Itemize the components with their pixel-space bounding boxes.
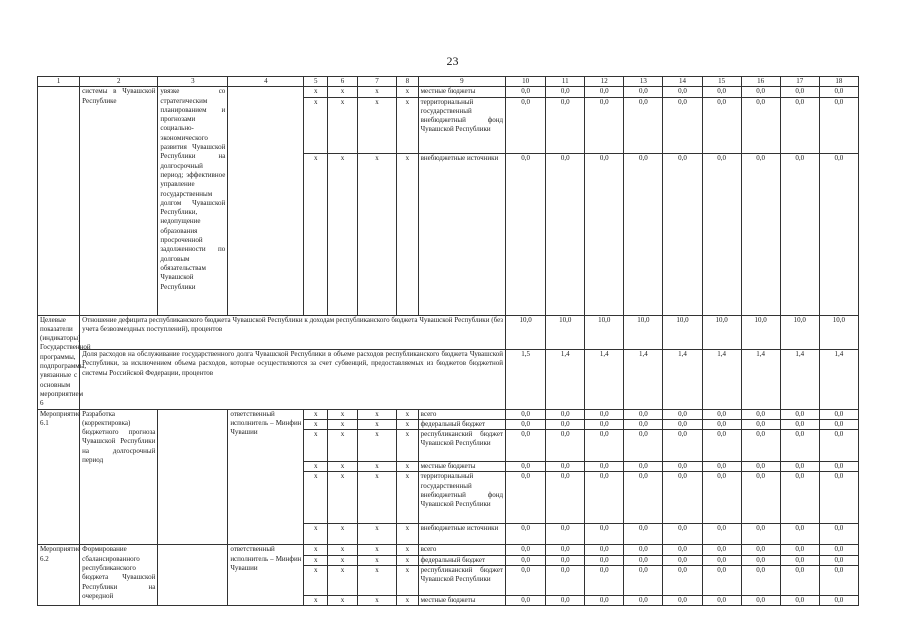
value-cell: 0,0 (741, 596, 780, 606)
x-mark: x (397, 545, 419, 555)
value-cell: 0,0 (546, 419, 585, 429)
target-value: 10,0 (546, 315, 585, 349)
target-value: 1,4 (741, 350, 780, 410)
program-table (37, 76, 859, 606)
value-cell: 0,0 (741, 153, 780, 315)
value-cell: 0,0 (585, 462, 624, 472)
value-cell: 0,0 (546, 566, 585, 596)
value-cell: 0,0 (702, 430, 741, 462)
column-header: 16 (741, 77, 780, 87)
x-mark: x (328, 472, 358, 524)
x-mark: x (328, 545, 358, 555)
measure-6-2-label: Мероприятие 6.2 (38, 545, 80, 606)
value-cell: 0,0 (702, 555, 741, 565)
target-value: 10,0 (702, 315, 741, 349)
measure-6-2-col3 (158, 545, 228, 606)
source-cell: территориальный государственный внебюджетный фонд Чувашской Республики (418, 472, 505, 524)
value-cell: 0,0 (819, 87, 858, 97)
x-mark: x (397, 409, 419, 419)
value-cell: 0,0 (624, 430, 663, 462)
value-cell: 0,0 (663, 87, 702, 97)
target-value: 1,4 (780, 350, 819, 410)
value-cell: 0,0 (780, 153, 819, 315)
x-mark: x (357, 462, 396, 472)
value-cell: 0,0 (780, 472, 819, 524)
value-cell: 0,0 (741, 97, 780, 153)
value-cell: 0,0 (585, 596, 624, 606)
value-cell: 0,0 (506, 555, 546, 565)
column-header: 10 (506, 77, 546, 87)
value-cell: 0,0 (546, 545, 585, 555)
value-cell: 0,0 (702, 462, 741, 472)
source-cell: внебюджетные источники (418, 153, 505, 315)
x-mark: x (304, 419, 328, 429)
value-cell: 0,0 (663, 472, 702, 524)
target-value: 1,4 (819, 350, 858, 410)
value-cell: 0,0 (624, 419, 663, 429)
x-mark: x (357, 545, 396, 555)
value-cell: 0,0 (780, 524, 819, 545)
x-mark: x (397, 153, 419, 315)
value-cell: 0,0 (741, 419, 780, 429)
source-cell: местные бюджеты (418, 462, 505, 472)
value-cell: 0,0 (546, 153, 585, 315)
value-cell: 0,0 (780, 97, 819, 153)
value-cell: 0,0 (819, 545, 858, 555)
value-cell: 0,0 (624, 462, 663, 472)
value-cell: 0,0 (702, 87, 741, 97)
value-cell: 0,0 (780, 419, 819, 429)
target-1-text: Отношение дефицита республиканского бюджета Чувашской Республики к доходам республиканского бюджета Чувашской Республики (без учета безвозмездных поступлений), процентов (80, 315, 506, 349)
column-header: 14 (663, 77, 702, 87)
measure-6-2-name: Формирование сбалансированного республиканского бюджета Чувашской Республики на очередной (80, 545, 158, 606)
value-cell: 0,0 (780, 596, 819, 606)
table-row (38, 545, 859, 555)
value-cell: 0,0 (702, 419, 741, 429)
value-cell: 0,0 (506, 87, 546, 97)
value-cell: 0,0 (702, 545, 741, 555)
cont-col3: увязке со стратегическим планированием и прогнозами социально-экономического развития Чувашской Республики на долгосрочный период; эффективное управление государственным долгом Чувашской Республики, недопущение образования просроченной задолженности по долговым обязательствам Чувашской Республики (158, 87, 228, 315)
cont-col2: системы в Чувашской Республике (80, 87, 158, 315)
value-cell: 0,0 (506, 153, 546, 315)
value-cell: 0,0 (506, 97, 546, 153)
value-cell: 0,0 (546, 462, 585, 472)
page-number: 23 (446, 54, 459, 68)
source-cell: всего (418, 545, 505, 555)
value-cell: 0,0 (663, 97, 702, 153)
value-cell: 0,0 (506, 524, 546, 545)
value-cell: 0,0 (780, 566, 819, 596)
x-mark: x (397, 419, 419, 429)
header-row (38, 77, 859, 87)
column-header: 3 (158, 77, 228, 87)
x-mark: x (357, 430, 396, 462)
targets-label: Целевые показатели (индикаторы) Государственной программы, подпрограммы, увязанные с основным мероприятием 6 (38, 315, 80, 409)
value-cell: 0,0 (663, 419, 702, 429)
x-mark: x (357, 419, 396, 429)
value-cell: 0,0 (585, 472, 624, 524)
x-mark: x (397, 555, 419, 565)
source-cell: внебюджетные источники (418, 524, 505, 545)
value-cell: 0,0 (624, 555, 663, 565)
column-header: 1 (38, 77, 80, 87)
column-header: 2 (80, 77, 158, 87)
x-mark: x (328, 430, 358, 462)
target-value: 10,0 (663, 315, 702, 349)
column-header: 8 (397, 77, 419, 87)
value-cell: 0,0 (663, 555, 702, 565)
x-mark: x (328, 555, 358, 565)
value-cell: 0,0 (702, 97, 741, 153)
value-cell: 0,0 (741, 472, 780, 524)
value-cell: 0,0 (780, 430, 819, 462)
target-value: 10,0 (624, 315, 663, 349)
x-mark: x (328, 524, 358, 545)
value-cell: 0,0 (819, 555, 858, 565)
column-header: 5 (304, 77, 328, 87)
value-cell: 0,0 (506, 596, 546, 606)
x-mark: x (357, 153, 396, 315)
value-cell: 0,0 (663, 566, 702, 596)
x-mark: x (357, 97, 396, 153)
value-cell: 0,0 (741, 545, 780, 555)
measure-6-1-resp: ответственный исполнитель – Минфин Чувашии (228, 409, 304, 545)
x-mark: x (304, 462, 328, 472)
x-mark: x (304, 87, 328, 97)
source-cell: федеральный бюджет (418, 419, 505, 429)
measure-6-2-resp: ответственный исполнитель – Минфин Чувашии (228, 545, 304, 606)
value-cell: 0,0 (624, 97, 663, 153)
value-cell: 0,0 (741, 524, 780, 545)
x-mark: x (328, 87, 358, 97)
x-mark: x (328, 596, 358, 606)
value-cell: 0,0 (546, 409, 585, 419)
x-mark: x (328, 409, 358, 419)
value-cell: 0,0 (546, 87, 585, 97)
value-cell: 0,0 (741, 409, 780, 419)
value-cell: 0,0 (546, 472, 585, 524)
x-mark: x (357, 596, 396, 606)
table-row (38, 315, 859, 349)
value-cell: 0,0 (585, 545, 624, 555)
target-value: 1,5 (506, 350, 546, 410)
value-cell: 0,0 (506, 419, 546, 429)
value-cell: 0,0 (546, 555, 585, 565)
value-cell: 0,0 (585, 419, 624, 429)
column-header: 7 (357, 77, 396, 87)
value-cell: 0,0 (702, 566, 741, 596)
value-cell: 0,0 (741, 430, 780, 462)
table-body (38, 77, 859, 606)
value-cell: 0,0 (624, 472, 663, 524)
source-cell: республиканский бюджет Чувашской Республики (418, 566, 505, 596)
value-cell: 0,0 (624, 524, 663, 545)
value-cell: 0,0 (819, 596, 858, 606)
measure-6-1-label: Мероприятие 6.1 (38, 409, 80, 545)
target-value: 10,0 (741, 315, 780, 349)
value-cell: 0,0 (741, 566, 780, 596)
value-cell: 0,0 (780, 545, 819, 555)
value-cell: 0,0 (819, 419, 858, 429)
value-cell: 0,0 (506, 472, 546, 524)
source-cell: всего (418, 409, 505, 419)
value-cell: 0,0 (585, 87, 624, 97)
value-cell: 0,0 (819, 97, 858, 153)
x-mark: x (357, 409, 396, 419)
table-row (38, 350, 859, 410)
source-cell: территориальный государственный внебюджетный фонд Чувашской Республики (418, 97, 505, 153)
value-cell: 0,0 (585, 97, 624, 153)
value-cell: 0,0 (741, 555, 780, 565)
value-cell: 0,0 (819, 409, 858, 419)
table-row (38, 409, 859, 419)
value-cell: 0,0 (663, 409, 702, 419)
target-value: 1,4 (663, 350, 702, 410)
x-mark: x (328, 462, 358, 472)
value-cell: 0,0 (624, 87, 663, 97)
x-mark: x (397, 596, 419, 606)
x-mark: x (357, 524, 396, 545)
value-cell: 0,0 (546, 596, 585, 606)
x-mark: x (397, 87, 419, 97)
source-cell: федеральный бюджет (418, 555, 505, 565)
value-cell: 0,0 (506, 566, 546, 596)
x-mark: x (304, 97, 328, 153)
value-cell: 0,0 (819, 524, 858, 545)
cont-col4 (228, 87, 304, 315)
target-value: 10,0 (819, 315, 858, 349)
x-mark: x (357, 87, 396, 97)
target-value: 1,4 (585, 350, 624, 410)
value-cell: 0,0 (702, 596, 741, 606)
column-header: 12 (585, 77, 624, 87)
value-cell: 0,0 (741, 87, 780, 97)
table-row (38, 87, 859, 97)
value-cell: 0,0 (702, 524, 741, 545)
x-mark: x (397, 97, 419, 153)
value-cell: 0,0 (702, 472, 741, 524)
value-cell: 0,0 (546, 97, 585, 153)
value-cell: 0,0 (585, 566, 624, 596)
column-header: 15 (702, 77, 741, 87)
column-header: 9 (418, 77, 505, 87)
target-value: 1,4 (624, 350, 663, 410)
column-header: 18 (819, 77, 858, 87)
x-mark: x (328, 566, 358, 596)
value-cell: 0,0 (585, 153, 624, 315)
value-cell: 0,0 (780, 555, 819, 565)
value-cell: 0,0 (546, 430, 585, 462)
value-cell: 0,0 (506, 409, 546, 419)
source-cell: местные бюджеты (418, 87, 505, 97)
x-mark: x (397, 472, 419, 524)
x-mark: x (328, 97, 358, 153)
value-cell: 0,0 (663, 524, 702, 545)
value-cell: 0,0 (585, 524, 624, 545)
x-mark: x (397, 430, 419, 462)
value-cell: 0,0 (506, 462, 546, 472)
x-mark: x (328, 419, 358, 429)
value-cell: 0,0 (780, 462, 819, 472)
x-mark: x (304, 524, 328, 545)
target-value: 10,0 (585, 315, 624, 349)
value-cell: 0,0 (585, 555, 624, 565)
value-cell: 0,0 (819, 566, 858, 596)
x-mark: x (304, 545, 328, 555)
measure-6-1-name: Разработка (корректировка) бюджетного прогноза Чувашской Республики на долгосрочный период (80, 409, 158, 545)
value-cell: 0,0 (819, 472, 858, 524)
value-cell: 0,0 (585, 409, 624, 419)
value-cell: 0,0 (780, 87, 819, 97)
value-cell: 0,0 (624, 596, 663, 606)
x-mark: x (304, 472, 328, 524)
x-mark: x (304, 555, 328, 565)
x-mark: x (304, 409, 328, 419)
value-cell: 0,0 (819, 430, 858, 462)
value-cell: 0,0 (663, 545, 702, 555)
value-cell: 0,0 (663, 596, 702, 606)
column-header: 6 (328, 77, 358, 87)
x-mark: x (357, 555, 396, 565)
value-cell: 0,0 (663, 430, 702, 462)
value-cell: 0,0 (819, 462, 858, 472)
x-mark: x (397, 524, 419, 545)
value-cell: 0,0 (624, 545, 663, 555)
source-cell: местные бюджеты (418, 596, 505, 606)
x-mark: x (304, 153, 328, 315)
column-header: 17 (780, 77, 819, 87)
value-cell: 0,0 (585, 430, 624, 462)
value-cell: 0,0 (624, 566, 663, 596)
value-cell: 0,0 (663, 153, 702, 315)
value-cell: 0,0 (624, 153, 663, 315)
value-cell: 0,0 (506, 430, 546, 462)
value-cell: 0,0 (506, 545, 546, 555)
value-cell: 0,0 (702, 409, 741, 419)
x-mark: x (304, 430, 328, 462)
column-header: 4 (228, 77, 304, 87)
x-mark: x (304, 596, 328, 606)
x-mark: x (397, 566, 419, 596)
value-cell: 0,0 (624, 409, 663, 419)
x-mark: x (304, 566, 328, 596)
cont-col1 (38, 87, 80, 315)
x-mark: x (328, 153, 358, 315)
source-cell: республиканский бюджет Чувашской Республики (418, 430, 505, 462)
x-mark: x (397, 462, 419, 472)
target-value: 1,4 (546, 350, 585, 410)
value-cell: 0,0 (546, 524, 585, 545)
value-cell: 0,0 (702, 153, 741, 315)
x-mark: x (357, 472, 396, 524)
target-value: 10,0 (780, 315, 819, 349)
target-value: 1,4 (702, 350, 741, 410)
target-value: 10,0 (506, 315, 546, 349)
value-cell: 0,0 (780, 409, 819, 419)
column-header: 13 (624, 77, 663, 87)
target-2-text: Доля расходов на обслуживание государственного долга Чувашской Республики в объеме расходов республиканского бюджета Чувашской Республики, за исключением объема расходов, которые осуществляются за счет субвенций, предоставляемых из бюджетов бюджетной системы Российской Федерации, процентов (80, 350, 506, 410)
value-cell: 0,0 (819, 153, 858, 315)
column-header: 11 (546, 77, 585, 87)
value-cell: 0,0 (663, 462, 702, 472)
value-cell: 0,0 (741, 462, 780, 472)
measure-6-1-col3 (158, 409, 228, 545)
x-mark: x (357, 566, 396, 596)
